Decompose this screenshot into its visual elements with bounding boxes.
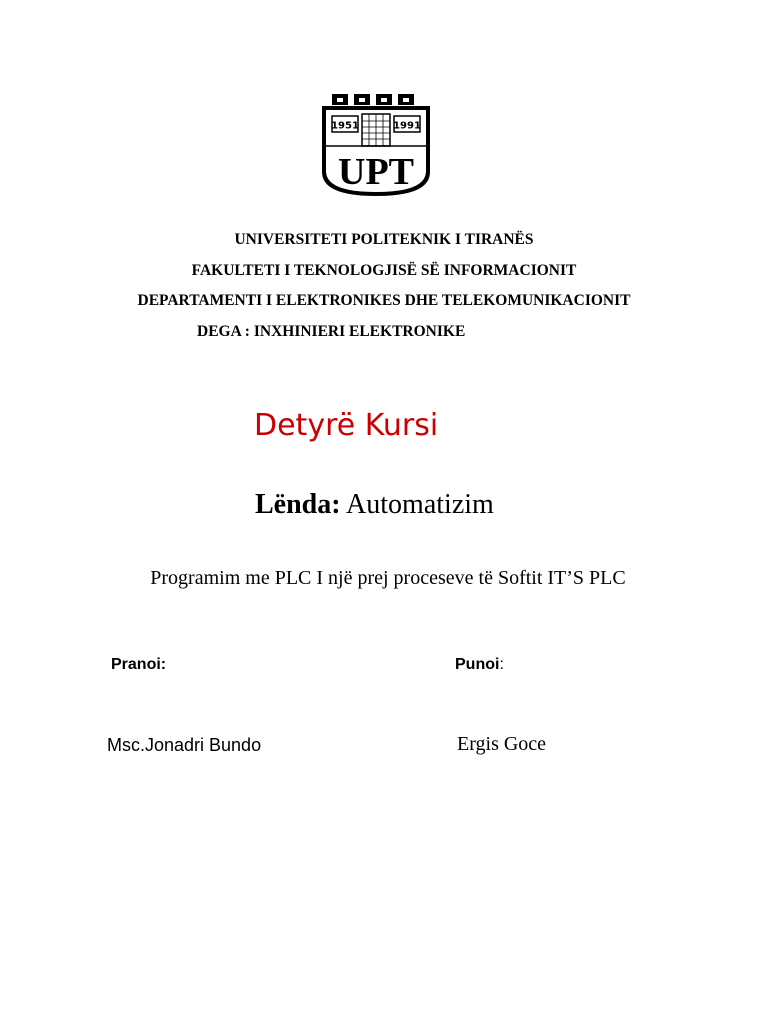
subject-value: Automatizim <box>346 489 494 520</box>
faculty-name: FAKULTETI I TEKNOLOGJISË SË INFORMACIONIT <box>191 262 577 279</box>
document-title: Detyrë Kursi <box>254 408 439 443</box>
upt-crest-icon <box>318 92 434 198</box>
worked-label-line <box>455 656 504 674</box>
subject-label: Lënda: <box>255 489 341 520</box>
year-right: 1991 <box>393 120 421 132</box>
department-name: DEPARTAMENTI I ELEKTRONIKES DHE TELEKOMUNIKACIONIT <box>137 292 631 309</box>
student-name: Ergis Goce <box>457 733 547 755</box>
worked-colon: : <box>499 656 504 673</box>
subject-line <box>255 489 494 521</box>
accepted-label: Pranoi: <box>111 656 167 673</box>
document-topic: Programim me PLC I një prej proceseve të Softit IT’S PLC <box>150 567 626 589</box>
worked-label: Punoi <box>455 656 500 673</box>
supervisor-name: Msc.Jonadri Bundo <box>107 735 262 755</box>
logo-acronym: UPT <box>338 151 414 193</box>
branch-name: DEGA : INXHINIERI ELEKTRONIKE <box>197 323 466 340</box>
year-left: 1951 <box>331 120 359 132</box>
university-name: UNIVERSITETI POLITEKNIK I TIRANËS <box>234 231 534 248</box>
